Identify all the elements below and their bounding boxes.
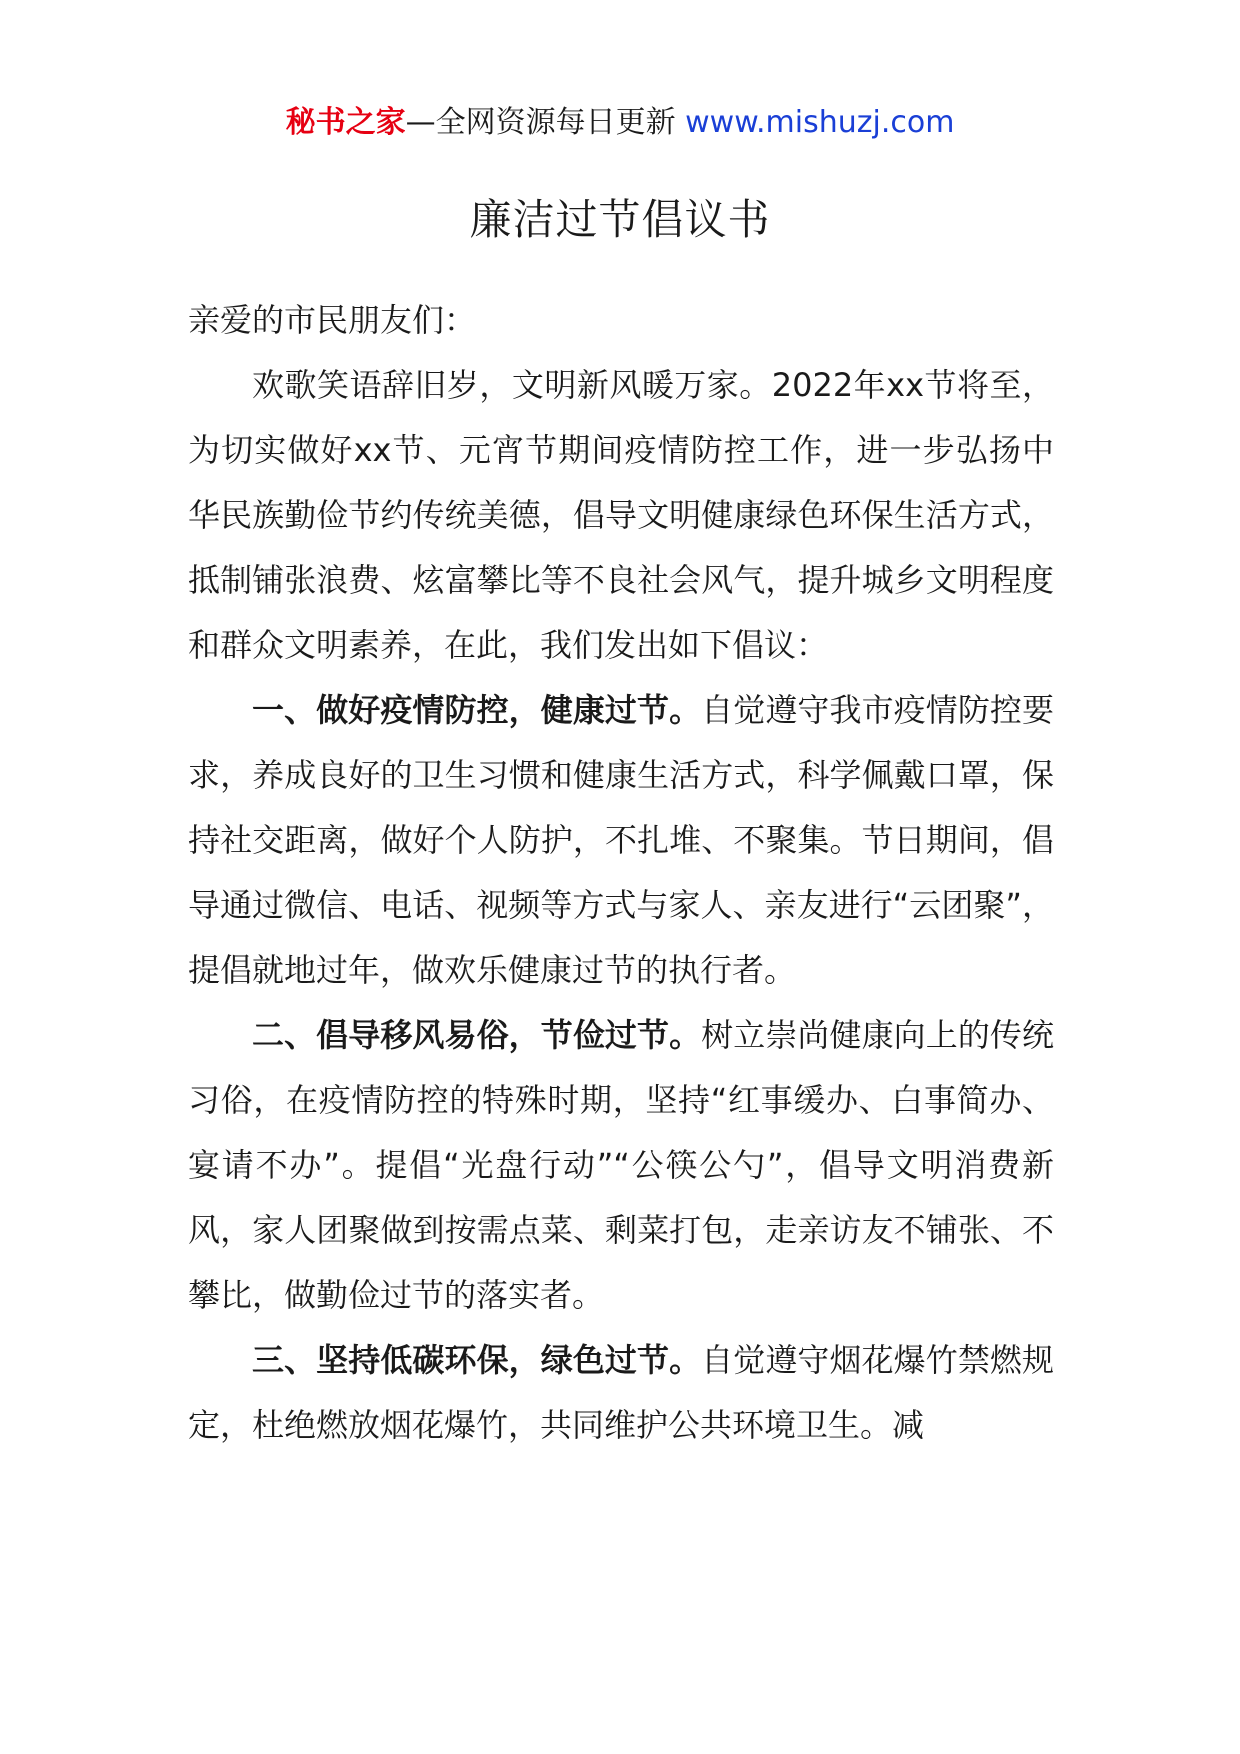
proposal-item-3-text: 自觉遵守烟花爆竹禁燃规定，杜绝燃放烟花爆竹，共同维护公共环境卫生。减 [188,1341,1054,1444]
proposal-item-3-heading: 三、坚持低碳环保，绿色过节。 [252,1341,702,1379]
salutation: 亲爱的市民朋友们： [188,301,477,339]
document-title: 廉洁过节倡议书 [469,195,771,244]
proposal-item-2 [188,1003,1054,1328]
site-url[interactable]: www.mishuzj.com [685,105,955,140]
proposal-item-1-text: 自觉遵守我市疫情防控要求，养成良好的卫生习惯和健康生活方式，科学佩戴口罩，保持社交距离，做好个人防护，不扎堆、不聚集。节日期间，倡导通过微信、电话、视频等方式与家人、亲友进行“云团聚”，提倡就地过年，做欢乐健康过节的执行者。 [188,691,1054,989]
intro-paragraph: 欢歌笑语辞旧岁，文明新风暖万家。2022年xx节将至，为切实做好xx节、元宵节期间疫情防控工作，进一步弘扬中华民族勤俭节约传统美德，倡导文明健康绿色环保生活方式，抵制铺张浪费、炫富攀比等不良社会风气，提升城乡文明程度和群众文明素养，在此，我们发出如下倡议： [188,366,1054,664]
proposal-item-1 [188,678,1054,1003]
proposal-item-2-heading: 二、倡导移风易俗，节俭过节。 [252,1016,702,1054]
document-body [188,288,1054,1458]
site-header [0,100,1240,146]
proposal-item-2-text: 树立崇尚健康向上的传统习俗，在疫情防控的特殊时期，坚持“红事缓办、白事简办、宴请不办”。提倡“光盘行动”“公筷公勺”，倡导文明消费新风，家人团聚做到按需点菜、剩菜打包，走亲访友不铺张、不攀比，做勤俭过节的落实者。 [188,1016,1054,1314]
brand-name: 秘书之家 [285,105,406,140]
proposal-item-1-heading: 一、做好疫情防控，健康过节。 [252,691,702,729]
header-tagline: —全网资源每日更新 [405,105,686,140]
proposal-item-3 [188,1328,1054,1458]
